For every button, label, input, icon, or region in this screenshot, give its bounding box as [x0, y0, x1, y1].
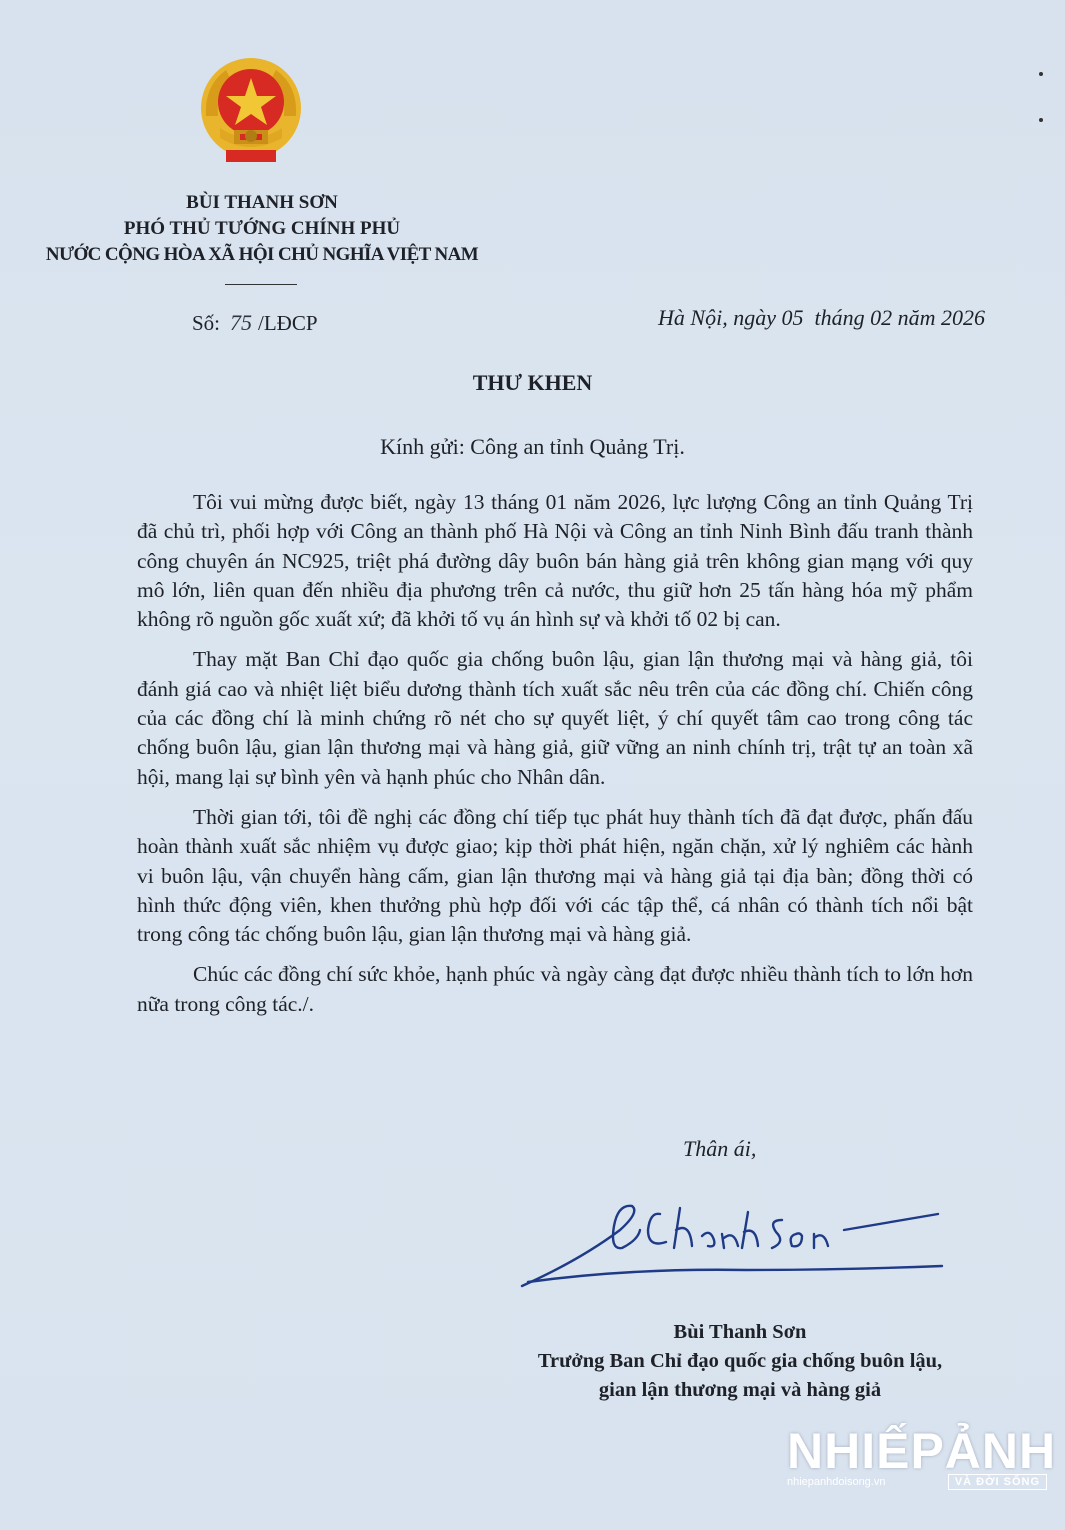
issuer-country: NƯỚC CỘNG HÒA XÃ HỘI CHỦ NGHĨA VIỆT NAM: [45, 244, 479, 265]
reference-value: 75: [230, 310, 253, 335]
watermark-tag: VÀ ĐỜI SỐNG: [948, 1474, 1047, 1490]
body-paragraph: Thời gian tới, tôi đề nghị các đồng chí tiếp tục phát huy thành tích đã đạt được, phấn đấu hoàn thành xuất sắc nhiệm vụ được giao; kịp thời phát hiện, ngăn chặn, xử lý nghiêm các hành vi buôn lậu, vận chuyển hàng cấm, gian lận thương mại và hàng giả tại địa bàn; đồng thời có hình thức động viên, khen thưởng phù hợp đối với các tập thể, cá nhân có thành tích nổi bật trong công tác chống buôn lậu, gian lận thương mại và hàng giả.: [137, 804, 973, 947]
issuer-header: [22, 190, 502, 268]
signer-block: [470, 1318, 1010, 1405]
body-paragraph: Chúc các đồng chí sức khỏe, hạnh phúc và ngày càng đạt được nhiều thành tích to lớn hơn nữa trong công tác./.: [137, 962, 973, 1016]
watermark-site: nhiepanhdoisong.vn: [787, 1476, 886, 1488]
issuer-name: BÙI THANH SƠN: [186, 192, 338, 213]
reference-number: [192, 310, 318, 336]
reference-label: Số:: [192, 311, 221, 335]
signer-title-line-1: Trưởng Ban Chỉ đạo quốc gia chống buôn lậu,: [537, 1350, 943, 1372]
edge-dot: [1039, 72, 1043, 76]
signer-title-line-2: gian lận thương mại và hàng giả: [598, 1379, 882, 1401]
state-emblem-icon: [196, 56, 306, 168]
recipient-line: Kính gửi: Công an tỉnh Quảng Trị.: [380, 434, 685, 459]
document-title: THƯ KHEN: [472, 370, 593, 395]
place-date: Hà Nội, ngày 05 tháng 02 năm 2026: [658, 305, 985, 330]
issuer-position: PHÓ THỦ TƯỚNG CHÍNH PHỦ: [123, 218, 401, 239]
letter-body: [137, 488, 973, 1030]
body-paragraph: Tôi vui mừng được biết, ngày 13 tháng 01 năm 2026, lực lượng Công an tỉnh Quảng Trị đã chủ trì, phối hợp với Công an thành phố Hà Nội và Công an tỉnh Ninh Bình đấu tranh thành công chuyên án NC925, triệt phá đường dây buôn bán hàng giả trên không gian mạng với quy mô lớn, liên quan đến nhiều địa phương trên cả nước, thu giữ hơn 25 tấn hàng hóa mỹ phẩm không rõ nguồn gốc xuất xứ; đã khởi tố vụ án hình sự và khởi tố 02 bị can.: [137, 490, 973, 632]
handwritten-signature: [510, 1190, 950, 1300]
watermark-brand: NHIẾPẢNH: [787, 1423, 1057, 1479]
signer-name: Bùi Thanh Sơn: [673, 1321, 807, 1343]
edge-dot: [1039, 118, 1043, 122]
publisher-watermark: [787, 1422, 1057, 1490]
reference-suffix: /LĐCP: [258, 311, 318, 335]
closing-salutation: Thân ái,: [683, 1136, 757, 1161]
body-paragraph: Thay mặt Ban Chỉ đạo quốc gia chống buôn lậu, gian lận thương mại và hàng giả, tôi đánh giá cao và nhiệt liệt biểu dương thành tích xuất sắc nêu trên của các đồng chí. Chiến công của các đồng chí là minh chứng rõ nét cho sự quyết liệt, ý chí quyết tâm cao trong công tác chống buôn lậu, gian lận thương mại và hàng giả, giữ vững an ninh chính trị, trật tự an toàn xã hội, mang lại sự bình yên và hạnh phúc cho Nhân dân.: [137, 647, 973, 789]
header-divider: [225, 284, 297, 285]
